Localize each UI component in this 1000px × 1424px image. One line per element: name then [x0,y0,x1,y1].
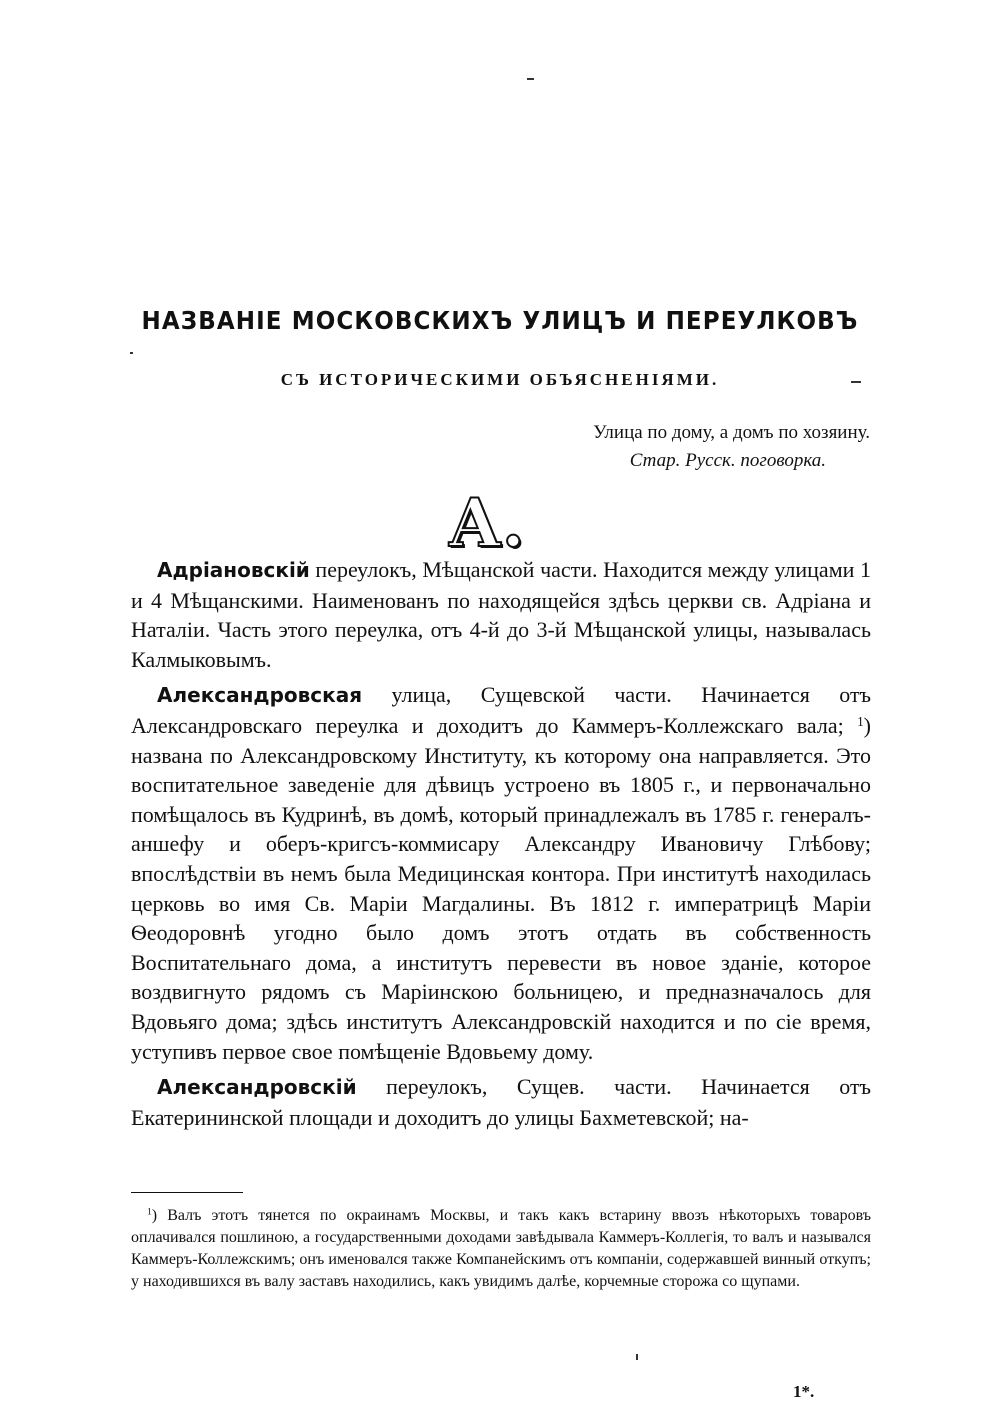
entry-term: Александровскій [157,1075,357,1100]
epigraph-source: Стар. Русск. поговорка. [629,450,826,471]
epigraph [470,419,870,475]
entry-text: ) названа по Александровскому Институту, къ которому она направляется. Это воспитательное заведеніе для дѣвицъ устроено въ 1805 г., и первоначально помѣщалось въ Кудринѣ, въ домѣ, который принадлежалъ въ 1785 г. генералъ-аншефу и оберъ-кригсъ-коммисару Александру Ивановичу Глѣбову; впослѣдствіи въ немъ была Медицинская контора. При институтѣ находилась церковь во имя Св. Маріи Магдалины. Въ 1812 г. императрицѣ Маріи Ѳеодоровнѣ угодно было домъ этотъ отдать въ собственность Воспитательнаго дома, а институтъ перевести въ новое зданіе, которое воздвигнуто рядомъ съ Маріинскою больницею, и предназначалось для Вдовьяго дома; здѣсь институтъ Александровскій находится и по сіе время, уступивъ первое свое помѣщеніе Вдовьему дому. [131,712,871,1064]
scan-speck [636,1354,638,1360]
scan-speck [527,78,534,80]
scan-speck [130,352,133,354]
footnote-number: 1 [147,1206,152,1218]
footnote [131,1205,871,1293]
entry-term: Адріановскій [157,558,310,582]
footnote-text: ) Валъ этотъ тянется по окраинамъ Москвы, и такъ какъ встарину ввозъ нѣкоторыхъ товаровъ оплачивался пошлиною, а государственными доходами завѣдывала Каммеръ-Коллегія, то валъ и назывался Каммеръ-Коллежскимъ; онъ именовался также Компанейскимъ отъ компаніи, содержавшей винный откупъ; у находившихся въ валу заставъ находились, какъ увидимъ далѣе, корчемные сторожа со щупами. [131,1207,871,1290]
page-number: 1*. [793,1382,815,1401]
page-title: НАЗВАНІЕ МОСКОВСКИХЪ УЛИЦЪ И ПЕРЕУЛКОВЪ [141,306,859,335]
entries-body [131,555,871,1138]
section-letter: А. [448,484,525,562]
page-subtitle: СЪ ИСТОРИЧЕСКИМИ ОБЪЯСНЕНІЯМИ. [280,370,720,389]
entry-text: переулокъ, Мѣщанской части. Находится между улицами 1 и 4 Мѣщанскими. Наименованъ по находящейся здѣсь церкви св. Адріана и Наталіи. Часть этого переулка, отъ 4-й до 3-й Мѣщанской улицы, называлась Калмыковымъ. [131,557,871,672]
entry [131,1072,871,1132]
entry-text: улица, Сущевской части. Начинается отъ Александровскаго переулка и доходитъ до Каммеръ-Коллежскаго вала; [131,682,871,738]
epigraph-quote: Улица по дому, а домъ по хозяину. [593,422,870,443]
footnote-mark: 1 [857,713,864,729]
entry [131,680,871,1066]
footnote-divider [131,1192,243,1193]
entry-term: Александровская [157,683,363,708]
entry-text: переулокъ, Сущев. части. Начинается отъ Екатерининской площади и доходитъ до улицы Бахметевской; на- [131,1074,871,1130]
entry [131,555,871,674]
